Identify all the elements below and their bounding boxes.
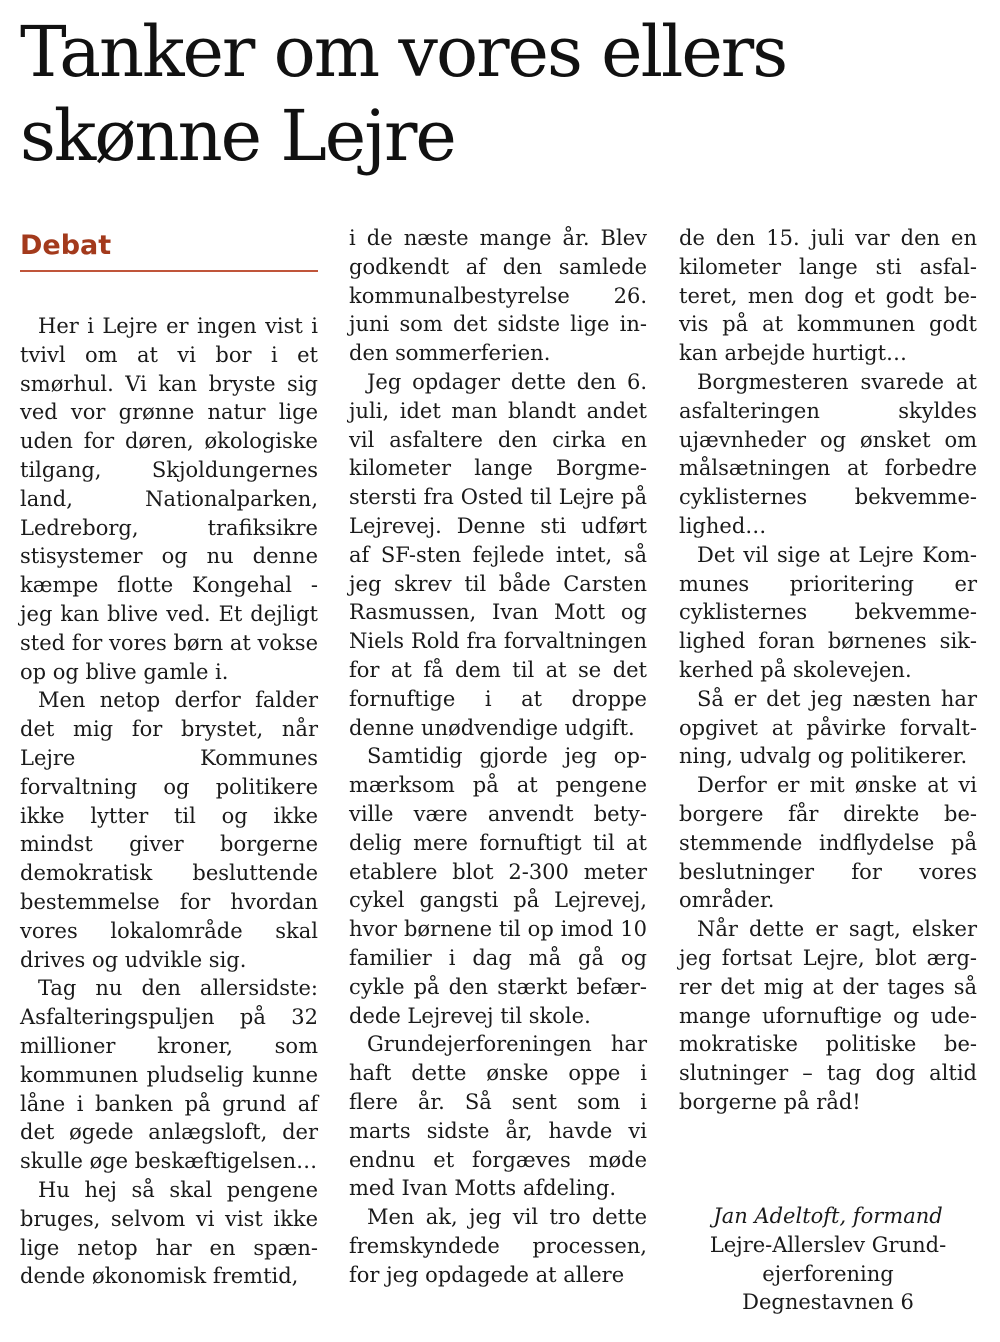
- author-organization-line1: Lejre-Allerslev Grund-: [709, 1232, 947, 1257]
- article-paragraph: Borgmesteren svarede at asfalteringen skyldes ujævnheder og ønsket om målsætningen at forbedre cyklisternes bekvemmelighed…: [679, 369, 977, 538]
- article-paragraph: Hu hej så skal pengene bruges, selvom vi vist ikke lige netop har en spændende økonomisk fremtid,: [20, 1177, 318, 1289]
- article-paragraph: Det vil sige at Lejre Kommunes prioritering er cyklisternes bekvemmelighed foran børnenes sikkerhed på skolevejen.: [679, 542, 977, 682]
- article-paragraph: Grundejerforeningen har haft dette ønske oppe i flere år. Så sent som i marts sidste år, havde vi endnu et forgæves møde med Ivan Motts afdeling.: [349, 1032, 647, 1201]
- section-label: Debat: [20, 228, 318, 272]
- article-column-2: [349, 224, 647, 1289]
- article-paragraph: Jeg opdager dette den 6. juli, idet man blandt andet vil asfaltere den cirka en kilometer lange Borgmestersti fra Osted til Lejre på Lejrevej. Denne sti udført af SF-sten fejlede intet, så jeg skrev til både Carsten Rasmussen, Ivan Mott og Niels Rold fra forvaltningen for at få dem til at se det fornuftige i at droppe denne unødvendige udgift.: [349, 369, 647, 740]
- author-signature: [679, 1202, 977, 1317]
- article-paragraph: Derfor er mit ønske at vi borgere får direkte bestemmende indflydelse på beslutninger for vores områder.: [679, 773, 977, 913]
- author-name: Jan Adeltoft, formand: [713, 1204, 943, 1228]
- article-paragraph: Tag nu den allersidste: Asfalteringspuljen på 32 millioner kroner, som kommunen pludselig kunne låne i banken på grund af det øgede anlægsloft, der skulle øge beskæftigelsen…: [20, 976, 318, 1174]
- article-paragraph: de den 15. juli var den en kilometer lange sti asfalteret, men dog et godt bevis på at kommunen godt kan arbejde hurtigt…: [679, 226, 977, 366]
- author-address: Degnestavnen 6: [742, 1290, 914, 1315]
- article-headline: Tanker om vores ellers skønne Lejre: [20, 11, 787, 177]
- article-paragraph: Samtidig gjorde jeg opmærksom på at pengene ville være anvendt betydelig mere fornuftigt til at etablere blot 2-300 meter cykel gangsti på Lejrevej, hvor børnene til op imod 10 familier i dag må gå og cykle på den stærkt befærdede Lejrevej til skole.: [349, 744, 647, 1028]
- article-paragraph: i de næste mange år. Blev godkendt af den samlede kommunalbestyrelse 26. juni som det sidste lige inden sommerferien.: [349, 226, 647, 366]
- author-organization-line2: ejerforening: [762, 1261, 894, 1286]
- article-paragraph: Her i Lejre er ingen vist i tvivl om at vi bor i et smørhul. Vi kan bryste sig ved vor grønne natur lige uden for døren, økologiske tilgang, Skjoldungernes land, Nationalparken, Ledreborg, trafiksikre stisystemer og nu denne kæmpe flotte Kongehal - jeg kan blive ved. Et dejligt sted for vores børn at vokse op og blive gamle i.: [20, 314, 318, 684]
- article-paragraph: Så er det jeg næsten har opgivet at påvirke forvaltning, udvalg og politikerer.: [679, 686, 977, 769]
- article-paragraph: Men netop derfor falder det mig for brystet, når Lejre Kommunes forvaltning og politikere ikke lytter til og ikke mindst giver borgerne demokratisk besluttende bestemmelse for hvordan vores lokalområde skal drives og udvikle sig.: [20, 688, 318, 972]
- article-paragraph: Når dette er sagt, elsker jeg fortsat Lejre, blot ærgrer det mig at der tages så mange ufornuftige og udemokratiske politiske beslutninger – tag dog altid borgerne på råd!: [679, 917, 977, 1114]
- article-column-3: [679, 224, 977, 1117]
- article-paragraph: Men ak, jeg vil tro dette fremskyndede processen, for jeg opdagede at allere: [349, 1205, 647, 1287]
- article-column-1: [20, 312, 318, 1291]
